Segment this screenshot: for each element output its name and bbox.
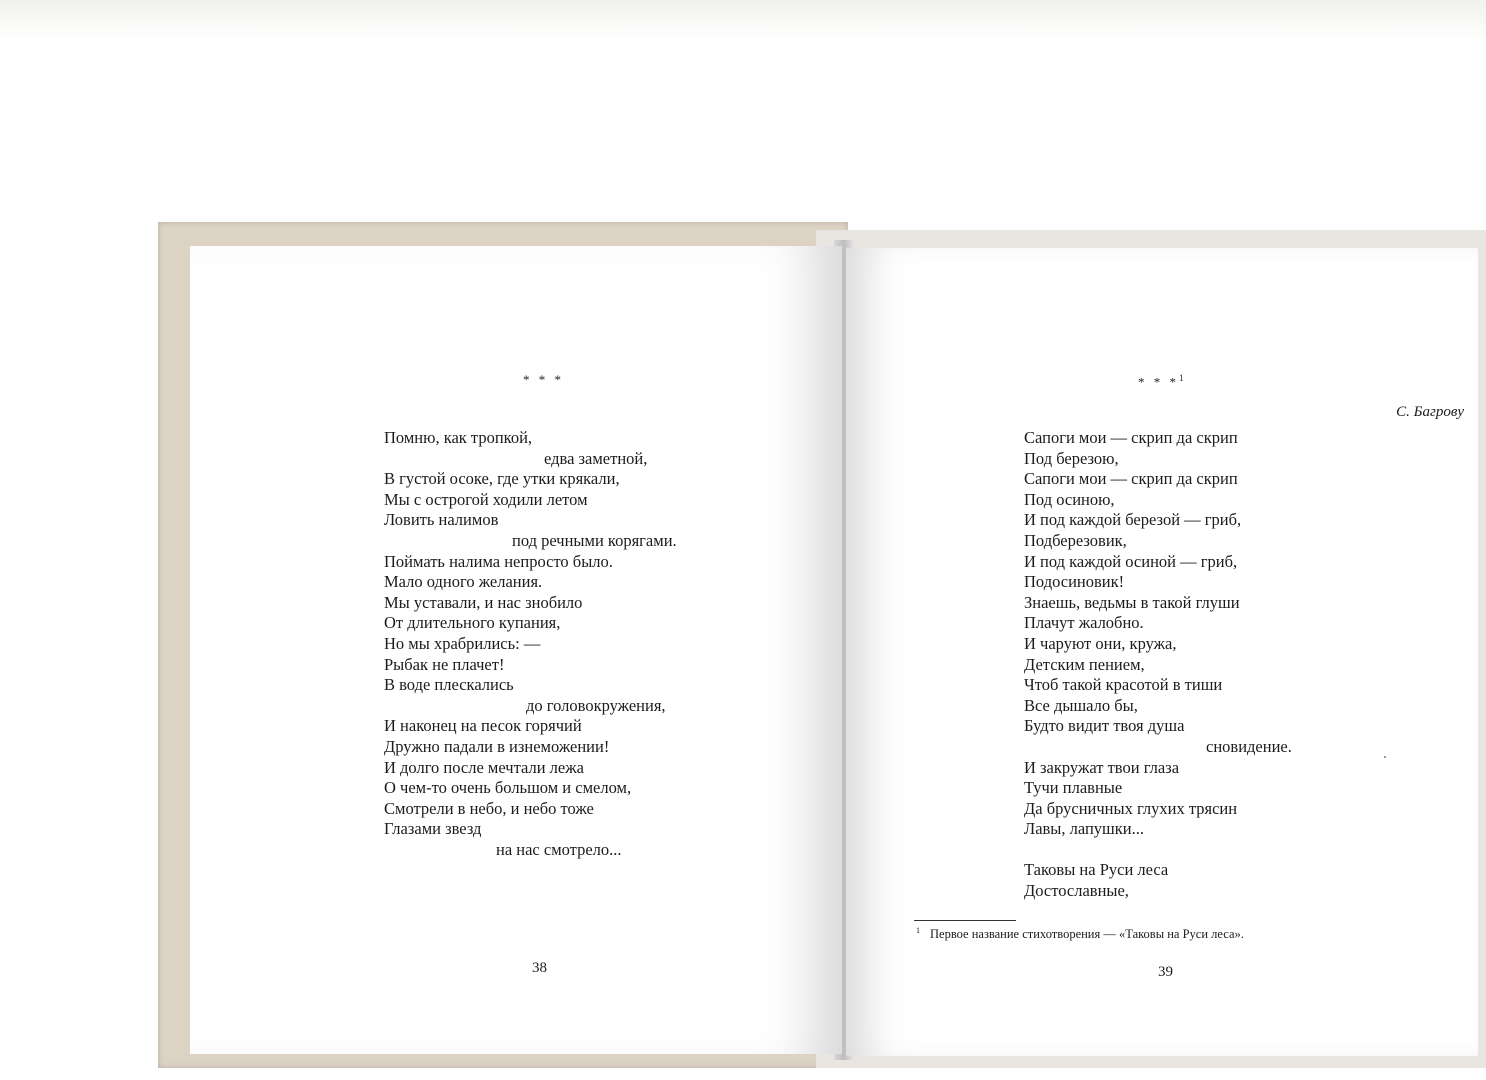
poem-line: Мы уставали, и нас знобило [384, 592, 583, 612]
poem-line: Рыбак не плачет! [384, 654, 505, 674]
poem-line: Чтоб такой красотой в тиши [1024, 675, 1223, 695]
poem-line: И закружат твои глаза [1024, 757, 1180, 777]
poem-line: на нас смотрело... [496, 839, 622, 859]
poem-line: Глазами звезд [384, 819, 482, 839]
open-book [158, 222, 1486, 1070]
poem-line: В густой осоке, где утки крякали, [384, 469, 620, 489]
poem-line: Все дышало бы, [1024, 695, 1138, 715]
right-poem [1024, 428, 1292, 902]
speck [1384, 756, 1386, 758]
poem-line: И чаруют они, кружа, [1024, 633, 1177, 653]
poem-line: Таковы на Руси леса [1024, 860, 1169, 880]
page-number-right: 39 [1158, 964, 1173, 980]
poem-line: И долго после мечтали лежа [384, 757, 584, 777]
poem-line: Тучи плавные [1024, 778, 1123, 798]
poem-line: Знаешь, ведьмы в такой глуши [1024, 592, 1240, 612]
poem-line: Поймать налима непросто было. [384, 551, 613, 571]
poem-line: Но мы храбрились: — [384, 633, 541, 653]
poem-line: Ловить налимов [384, 510, 499, 530]
poem-line: Подосиновик! [1024, 572, 1125, 592]
poem-line: Под осиною, [1024, 489, 1115, 509]
right-asterism [1138, 373, 1184, 390]
poem-line: Подберезовик, [1024, 530, 1127, 550]
stanza-break [1024, 840, 1292, 861]
poem-line: Да брусничных глухих трясин [1024, 798, 1238, 818]
poem-line: Достославные, [1024, 881, 1129, 901]
footnote-ref: 1 [1179, 373, 1184, 383]
poem-line: Сапоги мои — скрип да скрип [1024, 428, 1238, 447]
poem-line: В воде плескались [384, 675, 514, 695]
right-page [846, 248, 1478, 1056]
poem-line: Сапоги мои — скрип да скрип [1024, 469, 1238, 489]
poem-line: И наконец на песок горячий [384, 716, 582, 736]
poem-line: Мы с острогой ходили летом [384, 489, 588, 509]
poem-line: Детским пением, [1024, 654, 1145, 674]
poem-line: Под березою, [1024, 448, 1119, 468]
left-asterism: * * * [523, 372, 564, 387]
poem-line: От длительного купания, [384, 613, 561, 633]
poem-line: И под каждой осиной — гриб, [1024, 551, 1238, 571]
poem-line: сновидение. [1206, 736, 1292, 756]
poem-line: Мало одного желания. [384, 572, 543, 592]
dedication: С. Багрову [1396, 404, 1464, 420]
footnote-rule [914, 920, 1016, 921]
poem-line: едва заметной, [544, 448, 648, 468]
poem-line: Смотрели в небо, и небо тоже [384, 798, 594, 818]
page-number-left: 38 [532, 960, 547, 976]
left-poem [384, 428, 677, 860]
right-asterism-stars: * * * [1138, 374, 1179, 390]
footnote-marker: 1 [916, 926, 920, 935]
poem-line: Лавы, лапушки... [1024, 819, 1144, 839]
poem-line: И под каждой березой — гриб, [1024, 510, 1242, 530]
poem-line: Помню, как тропкой, [384, 428, 533, 447]
scan-background [0, 0, 1486, 40]
poem-line: Плачут жалобно. [1024, 613, 1144, 633]
footnote-text: Первое название стихотворения — «Таковы на Руси леса». [930, 927, 1244, 942]
poem-line: Дружно падали в изнеможении! [384, 736, 610, 756]
footnote [916, 926, 1244, 942]
poem-line: до головокружения, [526, 695, 666, 715]
left-page [190, 246, 842, 1054]
poem-line: О чем-то очень большом и смелом, [384, 778, 632, 798]
poem-line: под речными корягами. [512, 530, 677, 550]
poem-line: Будто видит твоя душа [1024, 716, 1185, 736]
